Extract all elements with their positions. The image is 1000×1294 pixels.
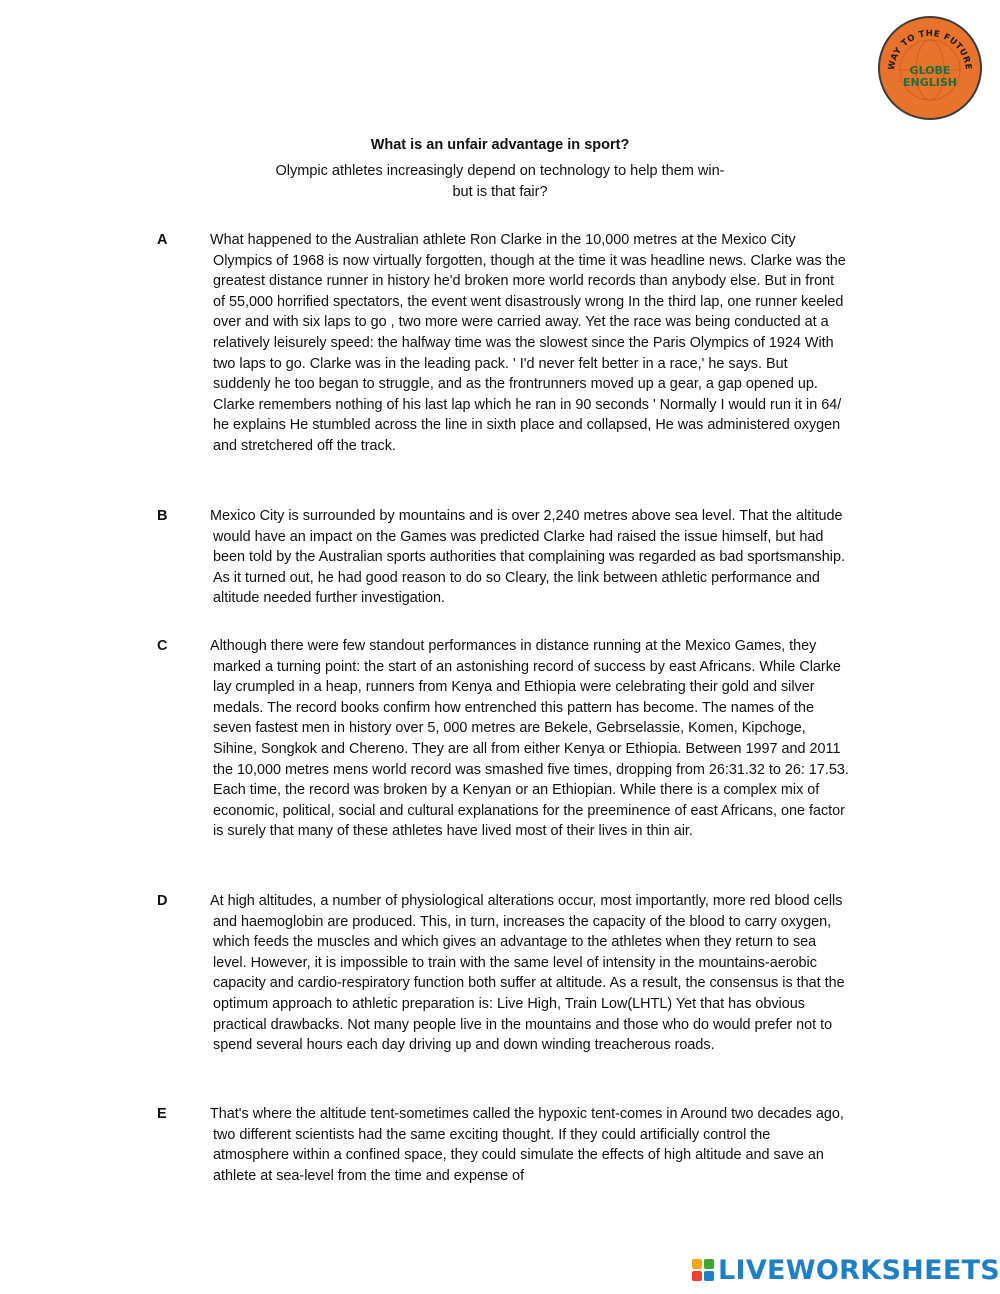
globe-english-logo-graphic xyxy=(876,14,984,122)
subtitle-line-1: Olympic athletes increasingly depend on technology to help them win- xyxy=(275,163,725,179)
logo-line1: GLOBE xyxy=(909,64,951,77)
paragraph-text: Although there were few standout performances in distance running at the Mexico Games, they marked a turning point: the start of an astonishing record of success by east Africans. While Clarke lay crumpled in a heap, runners from Kenya and Ethiopia were celebrating their gold and silver medals. The record books confirm how entrenched this pattern has become. The names of the seven fastest men in history over 5, 000 metres are Bekele, Gebrselassie, Komen, Kipchoge, Sihine, Songkok and Chereno. They are all from either Kenya or Ethiopia. Between 1997 and 2011 the 10,000 metres mens world record was smashed five times, dropping from 26:31.32 to 26: 17.53. Each time, the record was broken by a Kenyan or an Ethiopian. While there is a complex mix of economic, political, social and cultural explanations for the preeminence of east Africans, one factor is surely that many of these athletes have lived most of their lives in thin air. xyxy=(210,638,849,840)
liveworksheets-logo-icon xyxy=(692,1259,714,1281)
paragraph-letter: A xyxy=(157,232,168,248)
page-title: What is an unfair advantage in sport? xyxy=(370,137,630,153)
paragraph-text: That's where the altitude tent-sometimes called the hypoxic tent-comes in Around two decades ago, two different scientists had the same exciting thought. If they could artificially control the atmosphere within a confined space, they could simulate the effects of high altitude and save an athlete at sea-level from the time and expense of xyxy=(210,1106,844,1184)
subtitle-line-2: but is that fair? xyxy=(452,183,548,200)
paragraph-letter: E xyxy=(157,1106,167,1122)
logo-square xyxy=(704,1271,714,1281)
logo-square xyxy=(704,1259,714,1269)
logo-arc-text: WAY TO THE FUTURE xyxy=(886,28,974,71)
liveworksheets-footer[interactable] xyxy=(692,1253,1000,1287)
paragraph-letter: B xyxy=(157,508,168,524)
paragraph-letter: D xyxy=(157,893,168,909)
logo-square xyxy=(692,1259,702,1269)
paragraph-letter: C xyxy=(157,638,168,654)
globe-english-logo xyxy=(876,14,984,122)
page-subtitle xyxy=(255,161,745,202)
logo-square xyxy=(692,1271,702,1281)
paragraph-text: Mexico City is surrounded by mountains and is over 2,240 metres above sea level. That the altitude would have an impact on the Games was predicted Clarke had raised the issue himself, but had been told by the Australian sports authorities that complaining was regarded as bad sportsmanship. As it turned out, he had good reason to do so Cleary, the link between athletic performance and altitude needed further investigation. xyxy=(210,508,845,607)
paragraph-text: At high altitudes, a number of physiological alterations occur, most importantly, more red blood cells and haemoglobin are produced. This, in turn, increases the capacity of the blood to carry oxygen, which feeds the muscles and which gives an advantage to the athletes when they return to sea level. However, it is impossible to train with the same level of intensity in the mountains-aerobic capacity and cardio-respiratory function both suffer at altitude. As a result, the consensus is that the optimum approach to athletic preparation is: Live High, Train Low(LHTL) Yet that has obvious practical drawbacks. Not many people live in the mountains and those who do would prefer not to spend several hours each day driving up and down winding treacherous roads. xyxy=(210,893,845,1054)
liveworksheets-wordmark: LIVEWORKSHEETS xyxy=(718,1254,1000,1286)
paragraph-text: What happened to the Australian athlete Ron Clarke in the 10,000 metres at the Mexico City Olympics of 1968 is now virtually forgotten, though at the time it was headline news. Clarke was the greatest distance runner in history he'd broken more world records than anybody else. But in front of 55,000 horrified spectators, the event went disastrously wrong In the third lap, one runner keeled over and with six laps to go , two more were carried away. Yet the race was being conducted at a relatively leisurely speed: the halfway time was the slowest since the Paris Olympics of 1924 With two laps to go. Clarke was in the leading pack. ' I'd never felt better in a race,' he says. But suddenly he too began to struggle, and as the frontrunners moved up a gear, a gap opened up. Clarke remembers nothing of his last lap which he ran in 90 seconds ' Normally I would run it in 64/ he explains He stumbled across the line in sixth place and collapsed, He was administered oxygen and stretchered off the track. xyxy=(210,232,846,454)
logo-line2: ENGLISH xyxy=(903,76,957,89)
